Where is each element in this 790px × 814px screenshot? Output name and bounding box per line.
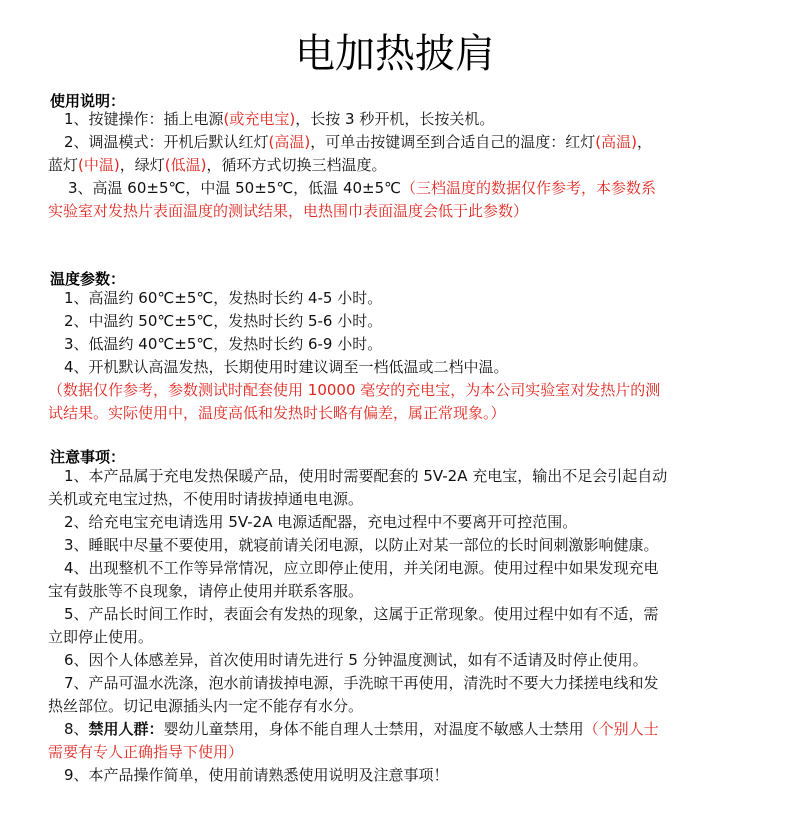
usage-line-2: 2、调温模式：开机后默认红灯(高温)，可单击按键调至到合适自己的温度：红灯(高温)， — [64, 133, 653, 151]
usage-line-4: 3、高温 60±5℃，中温 50±5℃，低温 40±5℃（三档温度的数据仅作参考，本参数系 — [68, 179, 656, 197]
notes-heading: 注意事项： — [50, 448, 126, 466]
notes-line-9: 6、因个人体感差异，首次使用时请先进行 5 分钟温度测试，如有不适请及时停止使用。 — [64, 651, 648, 669]
temperature-note-2: 试结果。实际使用中，温度高低和发热时长略有偏差，属正常现象。） — [48, 404, 506, 422]
notes-line-12: 8、禁用人群：婴幼儿童禁用，身体不能自理人士禁用，对温度不敏感人士禁用（个别人士 — [64, 720, 659, 738]
temperature-note-1: （数据仅作参考，参数测试时配套使用 10000 毫安的充电宝，为本公司实验室对发热片的测 — [48, 381, 661, 399]
temperature-heading: 温度参数： — [50, 270, 126, 288]
notes-line-7: 5、产品长时间工作时，表面会有发热的现象，这属于正常现象。使用过程中如有不适，需 — [64, 605, 659, 623]
notes-line-4: 3、睡眠中尽量不要使用，就寝前请关闭电源，以防止对某一部位的长时间刺激影响健康。 — [64, 536, 659, 554]
usage-heading: 使用说明： — [50, 92, 126, 110]
temperature-line-4: 4、开机默认高温发热，长期使用时建议调至一档低温或二档中温。 — [64, 358, 509, 376]
notes-line-5: 4、出现整机不工作等异常情况，应立即停止使用，并关闭电源。使用过程中如果发现充电 — [64, 559, 659, 577]
temperature-line-3: 3、低温约 40℃±5℃，发热时长约 6-9 小时。 — [64, 335, 383, 353]
notes-line-11: 热丝部位。切记电源插头内一定不能存有水分。 — [48, 697, 364, 715]
notes-line-2: 关机或充电宝过热，不使用时请拔掉通电电源。 — [48, 490, 364, 508]
notes-line-14: 9、本产品操作简单，使用前请熟悉使用说明及注意事项！ — [64, 766, 449, 784]
notes-line-8: 立即停止使用。 — [48, 628, 154, 646]
usage-line-1: 1、按键操作：插上电源(或充电宝)，长按 3 秒开机，长按关机。 — [64, 110, 495, 128]
notes-line-1: 1、本产品属于充电发热保暖产品，使用时需要配套的 5V-2A 充电宝，输出不足会引起自动 — [64, 467, 668, 485]
usage-line-5: 实验室对发热片表面温度的测试结果，电热围巾表面温度会低于此参数） — [48, 202, 529, 220]
temperature-line-1: 1、高温约 60℃±5℃，发热时长约 4-5 小时。 — [64, 289, 383, 307]
usage-line-3: 蓝灯(中温)，绿灯(低温)，循环方式切换三档温度。 — [48, 156, 387, 174]
notes-line-13: 需要有专人正确指导下使用） — [48, 743, 244, 761]
notes-line-3: 2、给充电宝充电请选用 5V-2A 电源适配器，充电过程中不要离开可控范围。 — [64, 513, 578, 531]
notes-line-6: 宝有鼓胀等不良现象，请停止使用并联系客服。 — [48, 582, 364, 600]
page-title: 电加热披肩 — [295, 31, 495, 77]
temperature-line-2: 2、中温约 50℃±5℃，发热时长约 5-6 小时。 — [64, 312, 383, 330]
notes-line-10: 7、产品可温水洗涤，泡水前请拔掉电源，手洗晾干再使用，清洗时不要大力揉搓电线和发 — [64, 674, 659, 692]
